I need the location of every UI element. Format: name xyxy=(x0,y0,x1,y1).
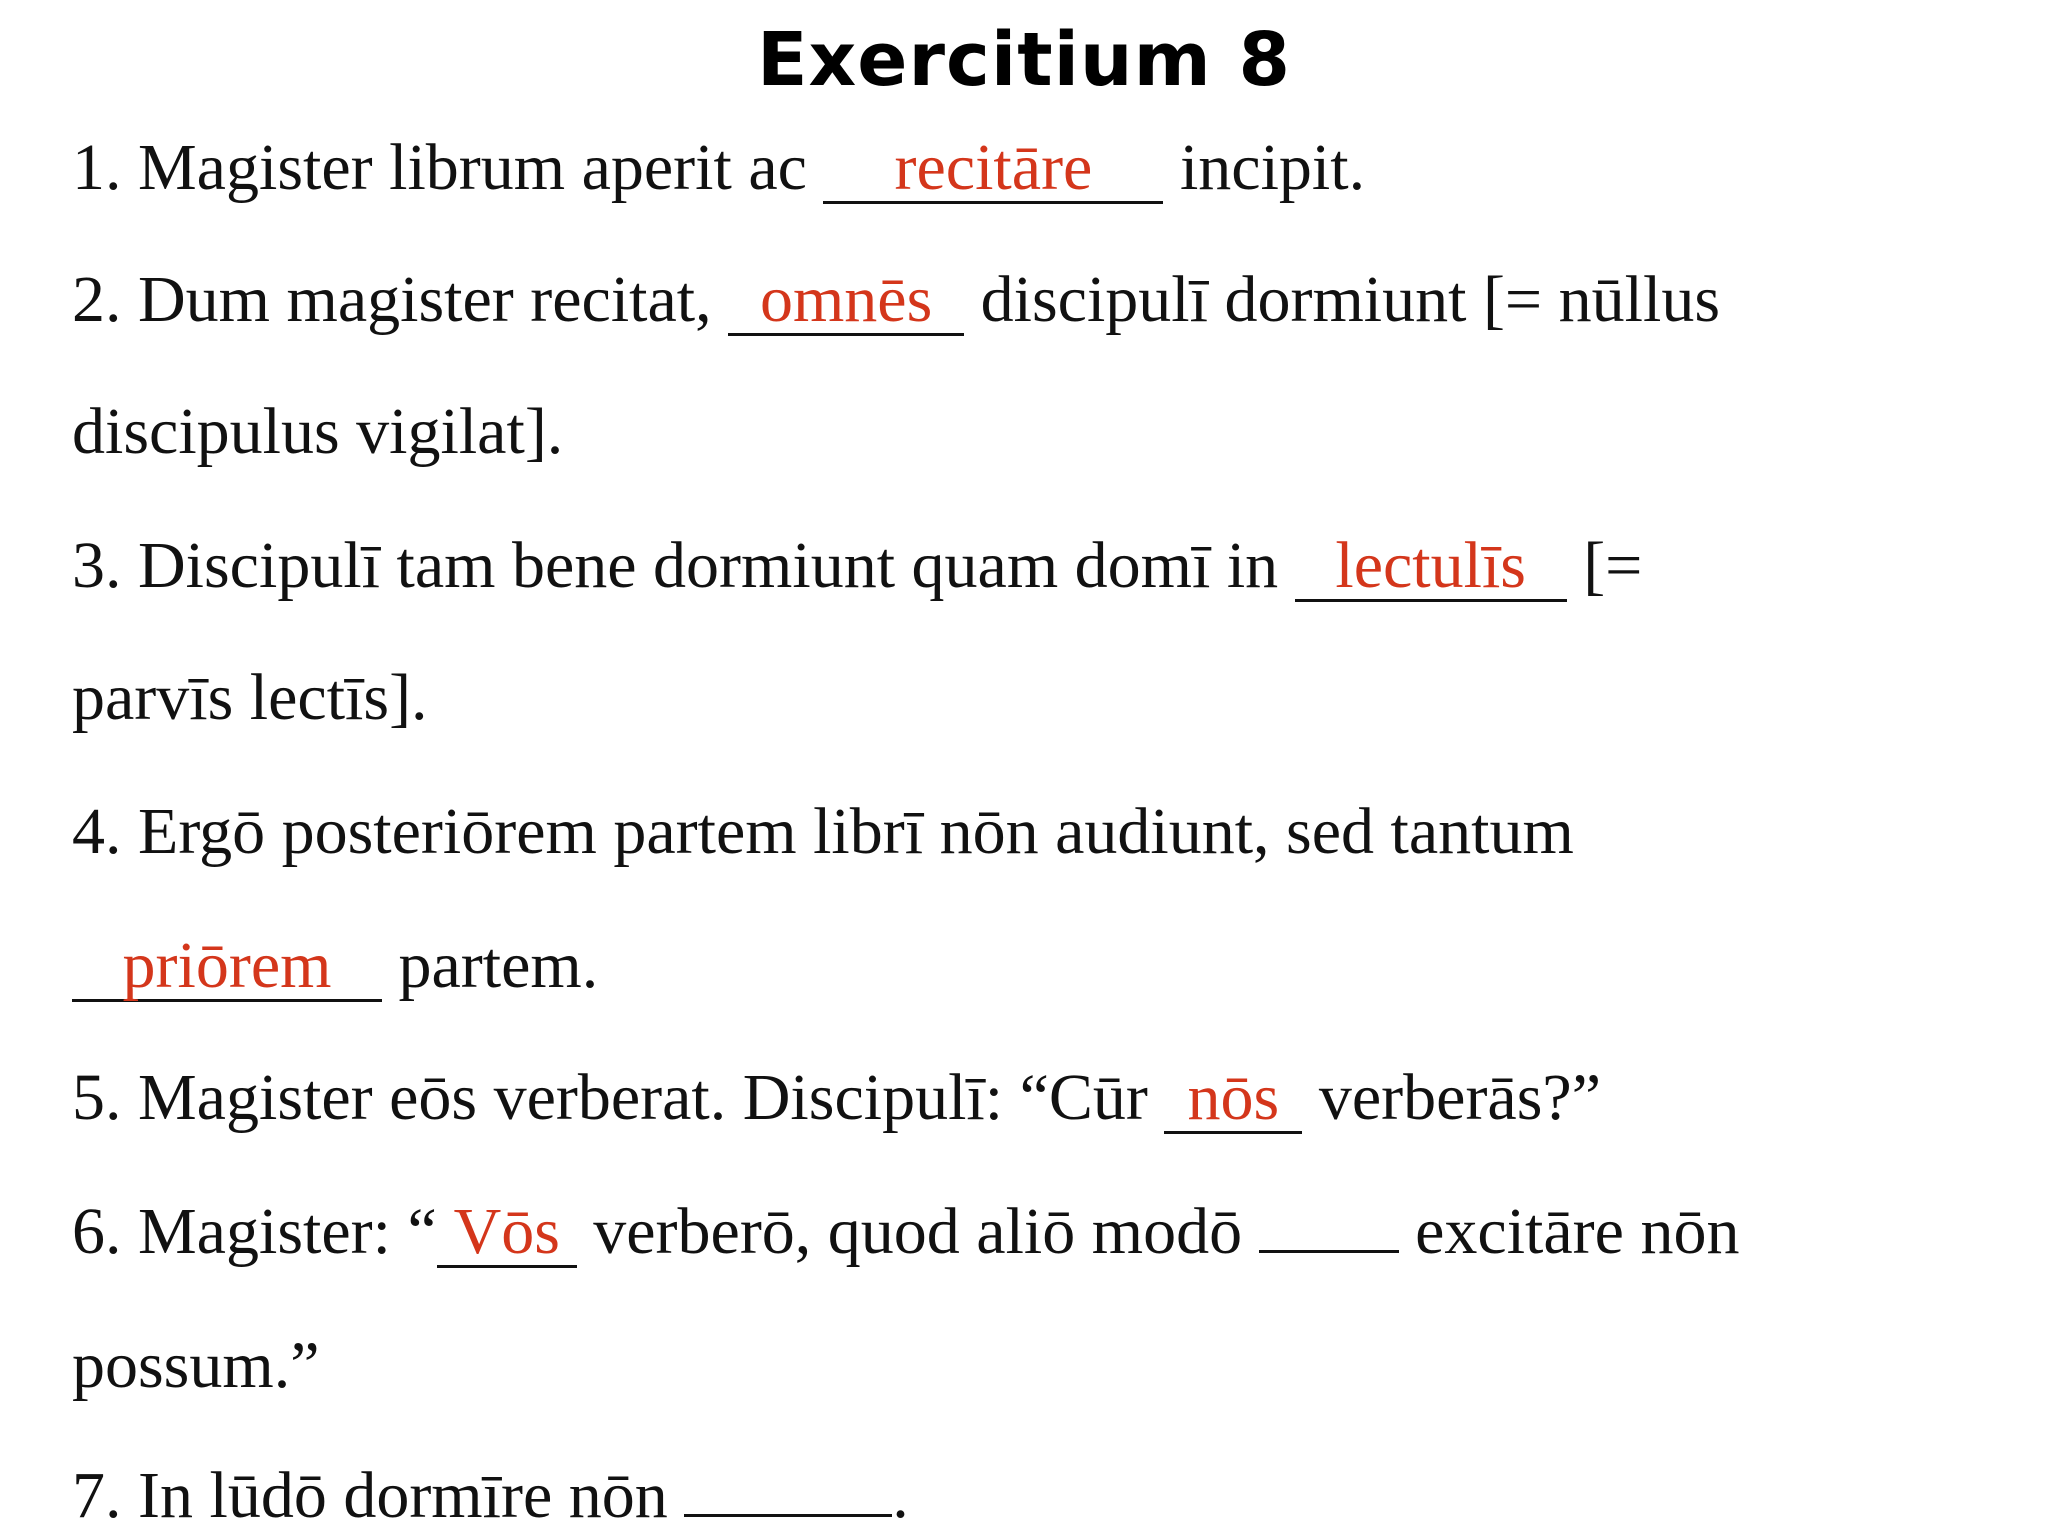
item-2-blank xyxy=(728,263,964,336)
exercise-item-3-continued: parvīs lectīs]. xyxy=(72,661,428,734)
item-4-blank xyxy=(72,929,382,1002)
item-6-text-after: excitāre nōn xyxy=(1398,1195,1740,1268)
item-4-text-after: partem. xyxy=(382,929,599,1002)
item-1-text-after: incipit. xyxy=(1163,131,1366,204)
item-6-text-middle: verberō, quod aliō modō xyxy=(576,1195,1259,1268)
item-3-answer: lectulīs xyxy=(1335,529,1526,602)
item-3-text-after: [= xyxy=(1566,529,1643,602)
item-6-text-before: 6. Magister: “ xyxy=(72,1195,437,1268)
exercise-item-6 xyxy=(72,1192,1739,1272)
item-3-blank xyxy=(1295,529,1567,602)
item-4-answer: priōrem xyxy=(122,929,332,1002)
item-5-answer: nōs xyxy=(1187,1061,1280,1134)
exercise-item-7 xyxy=(72,1456,909,1536)
item-7-text-after: . xyxy=(892,1459,909,1532)
item-1-blank xyxy=(823,131,1163,204)
item-3-text-before: 3. Discipulī tam bene dormiunt quam domī in xyxy=(72,529,1295,602)
item-2-answer: omnēs xyxy=(759,263,933,336)
item-7-blank xyxy=(684,1514,892,1517)
exercise-item-4-continued xyxy=(72,926,598,1006)
item-1-text-before: 1. Magister librum aperit ac xyxy=(72,131,824,204)
exercise-item-3 xyxy=(72,526,1642,606)
item-5-text-after: verberās?” xyxy=(1302,1061,1602,1134)
item-6-blank xyxy=(437,1195,577,1268)
item-6-second-blank xyxy=(1259,1250,1399,1253)
item-2-text-after: discipulī dormiunt [= nūllus xyxy=(964,263,1721,336)
exercise-item-5 xyxy=(72,1058,1601,1138)
item-5-text-before: 5. Magister eōs verberat. Discipulī: “Cūr xyxy=(72,1061,1165,1134)
item-5-blank xyxy=(1164,1061,1302,1134)
item-2-text-before: 2. Dum magister recitat, xyxy=(72,263,729,336)
exercise-item-6-continued: possum.” xyxy=(72,1329,320,1402)
exercise-item-2-continued: discipulus vigilat]. xyxy=(72,395,564,468)
item-6-answer: Vōs xyxy=(453,1195,560,1268)
exercise-item-4: 4. Ergō posteriōrem partem librī nōn audiunt, sed tantum xyxy=(72,795,1574,868)
item-7-text-before: 7. In lūdō dormīre nōn xyxy=(72,1459,685,1532)
exercise-item-1 xyxy=(72,128,1365,208)
page-title: Exercitium 8 xyxy=(757,17,1291,103)
exercise-item-2 xyxy=(72,260,1720,340)
item-1-answer: recitāre xyxy=(894,131,1093,204)
